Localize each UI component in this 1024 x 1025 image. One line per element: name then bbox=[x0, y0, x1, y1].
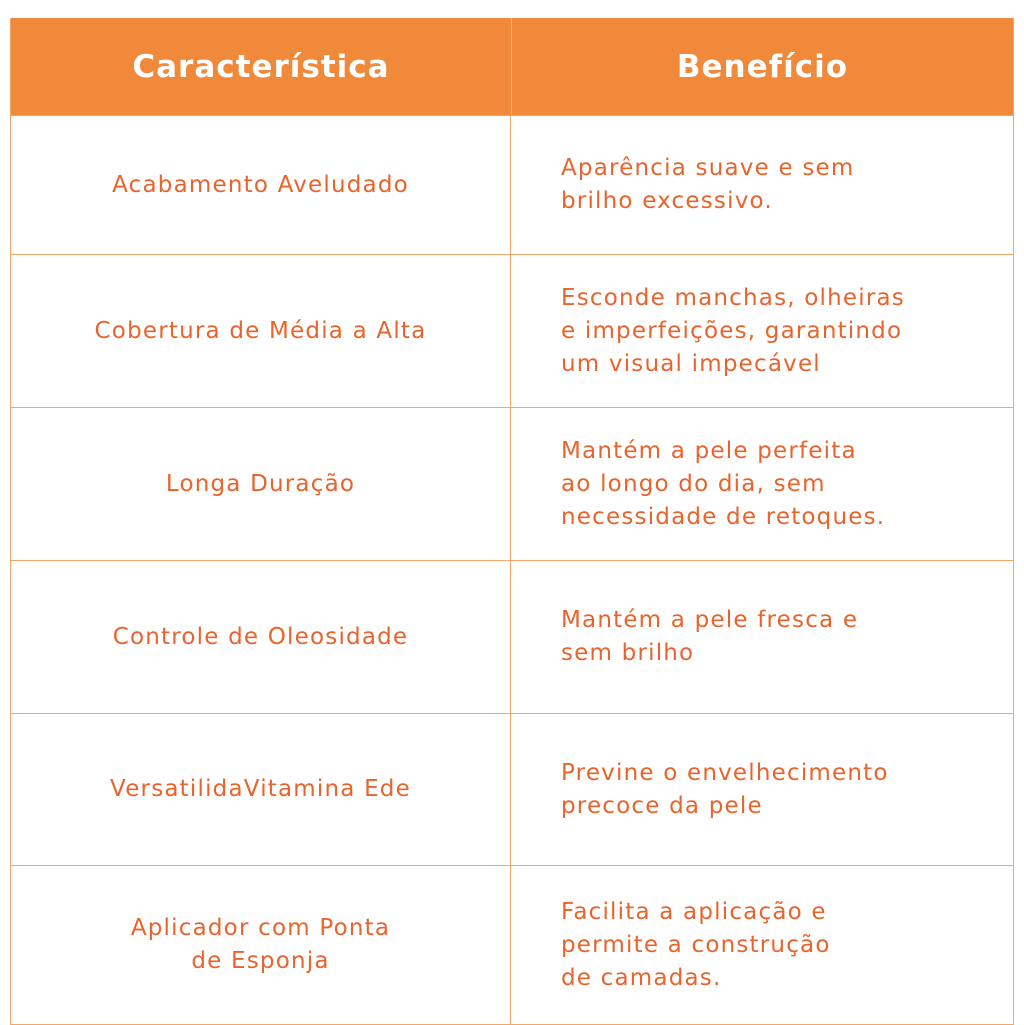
benefit-cell bbox=[511, 408, 1013, 560]
feature-text: Acabamento Aveludado bbox=[112, 171, 409, 198]
table-row bbox=[11, 254, 1013, 407]
feature-cell bbox=[11, 714, 511, 865]
feature-cell bbox=[11, 408, 511, 560]
table-row bbox=[11, 865, 1013, 1025]
feature-text: Longa Duração bbox=[165, 470, 356, 497]
table-header bbox=[11, 18, 1013, 115]
benefit-text: Facilita a aplicação e permite a construção de camadas. bbox=[561, 898, 831, 991]
feature-benefit-table bbox=[10, 18, 1014, 1025]
benefit-cell bbox=[511, 255, 1013, 407]
header-caracteristica: Característica bbox=[11, 18, 512, 115]
feature-cell bbox=[11, 561, 511, 713]
benefit-text: Mantém a pele fresca e sem brilho bbox=[561, 607, 859, 666]
feature-text: VersatilidaVitamina Ede bbox=[110, 776, 411, 802]
table-row bbox=[11, 713, 1013, 865]
benefit-cell bbox=[511, 561, 1013, 713]
feature-text: Aplicador com Ponta de Esponja bbox=[130, 915, 391, 974]
benefit-text: Previne o envelhecimento precoce da pele bbox=[561, 759, 889, 819]
feature-text: Cobertura de Média a Alta bbox=[94, 317, 427, 344]
benefit-text: Aparência suave e sem brilho excessivo. bbox=[561, 155, 855, 214]
table-row bbox=[11, 560, 1013, 713]
header-beneficio: Benefício bbox=[676, 48, 849, 85]
table-row bbox=[11, 407, 1013, 560]
feature-cell bbox=[11, 255, 511, 407]
benefit-text: Mantém a pele perfeita ao longo do dia, sem necessidade de retoques. bbox=[561, 437, 886, 530]
feature-cell bbox=[11, 116, 511, 254]
benefit-cell bbox=[511, 116, 1013, 254]
feature-text: Controle de Oleosidade bbox=[112, 623, 409, 650]
benefit-cell bbox=[511, 866, 1013, 1024]
benefit-cell bbox=[511, 714, 1013, 865]
table-row bbox=[11, 115, 1013, 254]
benefit-text: Esconde manchas, olheiras e imperfeições, garantindo um visual impecável bbox=[561, 284, 905, 377]
feature-cell bbox=[11, 866, 511, 1024]
